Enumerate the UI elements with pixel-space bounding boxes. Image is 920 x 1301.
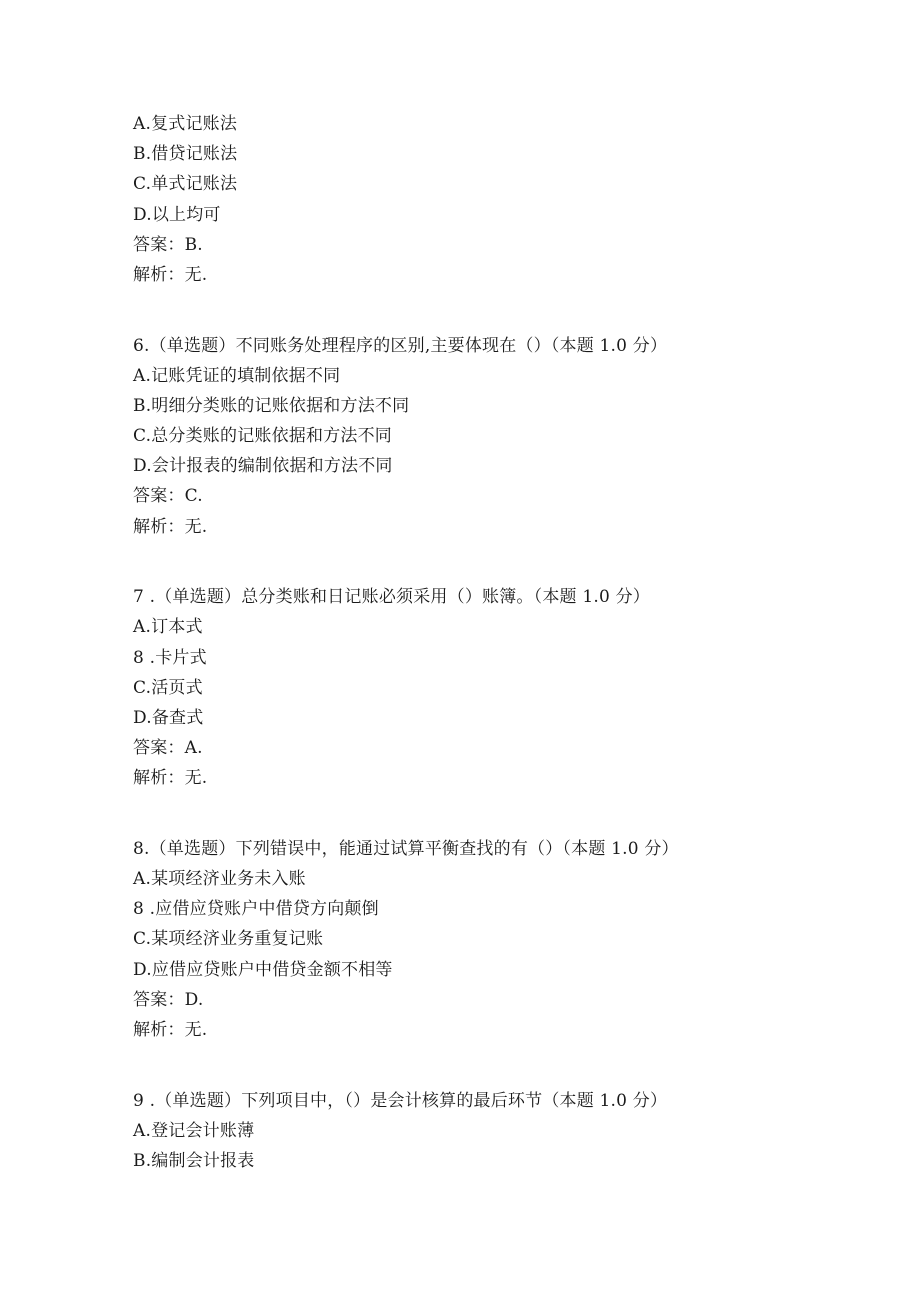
question-block-6 [133, 331, 833, 542]
analysis: 解析：无. [133, 516, 208, 537]
option-b: B.编制会计报表 [133, 1151, 255, 1171]
analysis: 解析：无. [133, 768, 208, 789]
option-a: A.复式记账法 [133, 114, 238, 134]
block-spacer [133, 794, 833, 834]
block-spacer [133, 1045, 833, 1085]
option-b: 8 .卡片式 [133, 647, 207, 668]
question-text: 7 .（单选题）总分类账和日记账必须采用（）账簿。（本题 1.0 分） [133, 587, 650, 608]
option-c: C.总分类账的记账依据和方法不同 [133, 426, 393, 447]
question-block-5-options [133, 109, 833, 290]
question-text: 8.（单选题）下列错误中，能通过试算平衡查找的有（）（本题 1.0 分） [133, 838, 679, 859]
option-a: A.某项经济业务未入账 [133, 869, 306, 890]
option-a: A.记账凭证的填制依据不同 [133, 365, 341, 386]
option-c: C.活页式 [133, 677, 203, 698]
question-block-8 [133, 834, 833, 1045]
question-text: 9 .（单选题）下列项目中，（）是会计核算的最后环节（本题 1.0 分） [133, 1090, 668, 1111]
block-spacer [133, 290, 833, 330]
option-d: D.会计报表的编制依据和方法不同 [133, 456, 393, 477]
option-c: C.某项经济业务重复记账 [133, 929, 324, 950]
option-d: D.应借应贷账户中借贷金额不相等 [133, 959, 393, 980]
question-block-7 [133, 582, 833, 793]
answer: 答案：C. [133, 486, 203, 507]
answer: 答案：A. [133, 738, 203, 759]
option-a: A.登记会计账薄 [133, 1120, 255, 1141]
option-b: B.明细分类账的记账依据和方法不同 [133, 395, 410, 416]
question-text: 6.（单选题）不同账务处理程序的区别,主要体现在（）（本题 1.0 分） [133, 335, 668, 356]
block-spacer [133, 542, 833, 582]
analysis: 解析：无. [133, 1020, 208, 1041]
option-d: D.以上均可 [133, 204, 221, 225]
option-b: 8 .应借应贷账户中借贷方向颠倒 [133, 899, 379, 920]
option-d: D.备查式 [133, 707, 204, 728]
answer: 答案：B. [133, 234, 203, 255]
answer: 答案：D. [133, 989, 204, 1010]
document-page [133, 109, 833, 1176]
question-block-9 [133, 1086, 833, 1177]
option-a: A.订本式 [133, 617, 203, 638]
option-b: B.借贷记账法 [133, 144, 238, 165]
analysis: 解析：无. [133, 264, 208, 285]
option-c: C.单式记账法 [133, 174, 238, 195]
